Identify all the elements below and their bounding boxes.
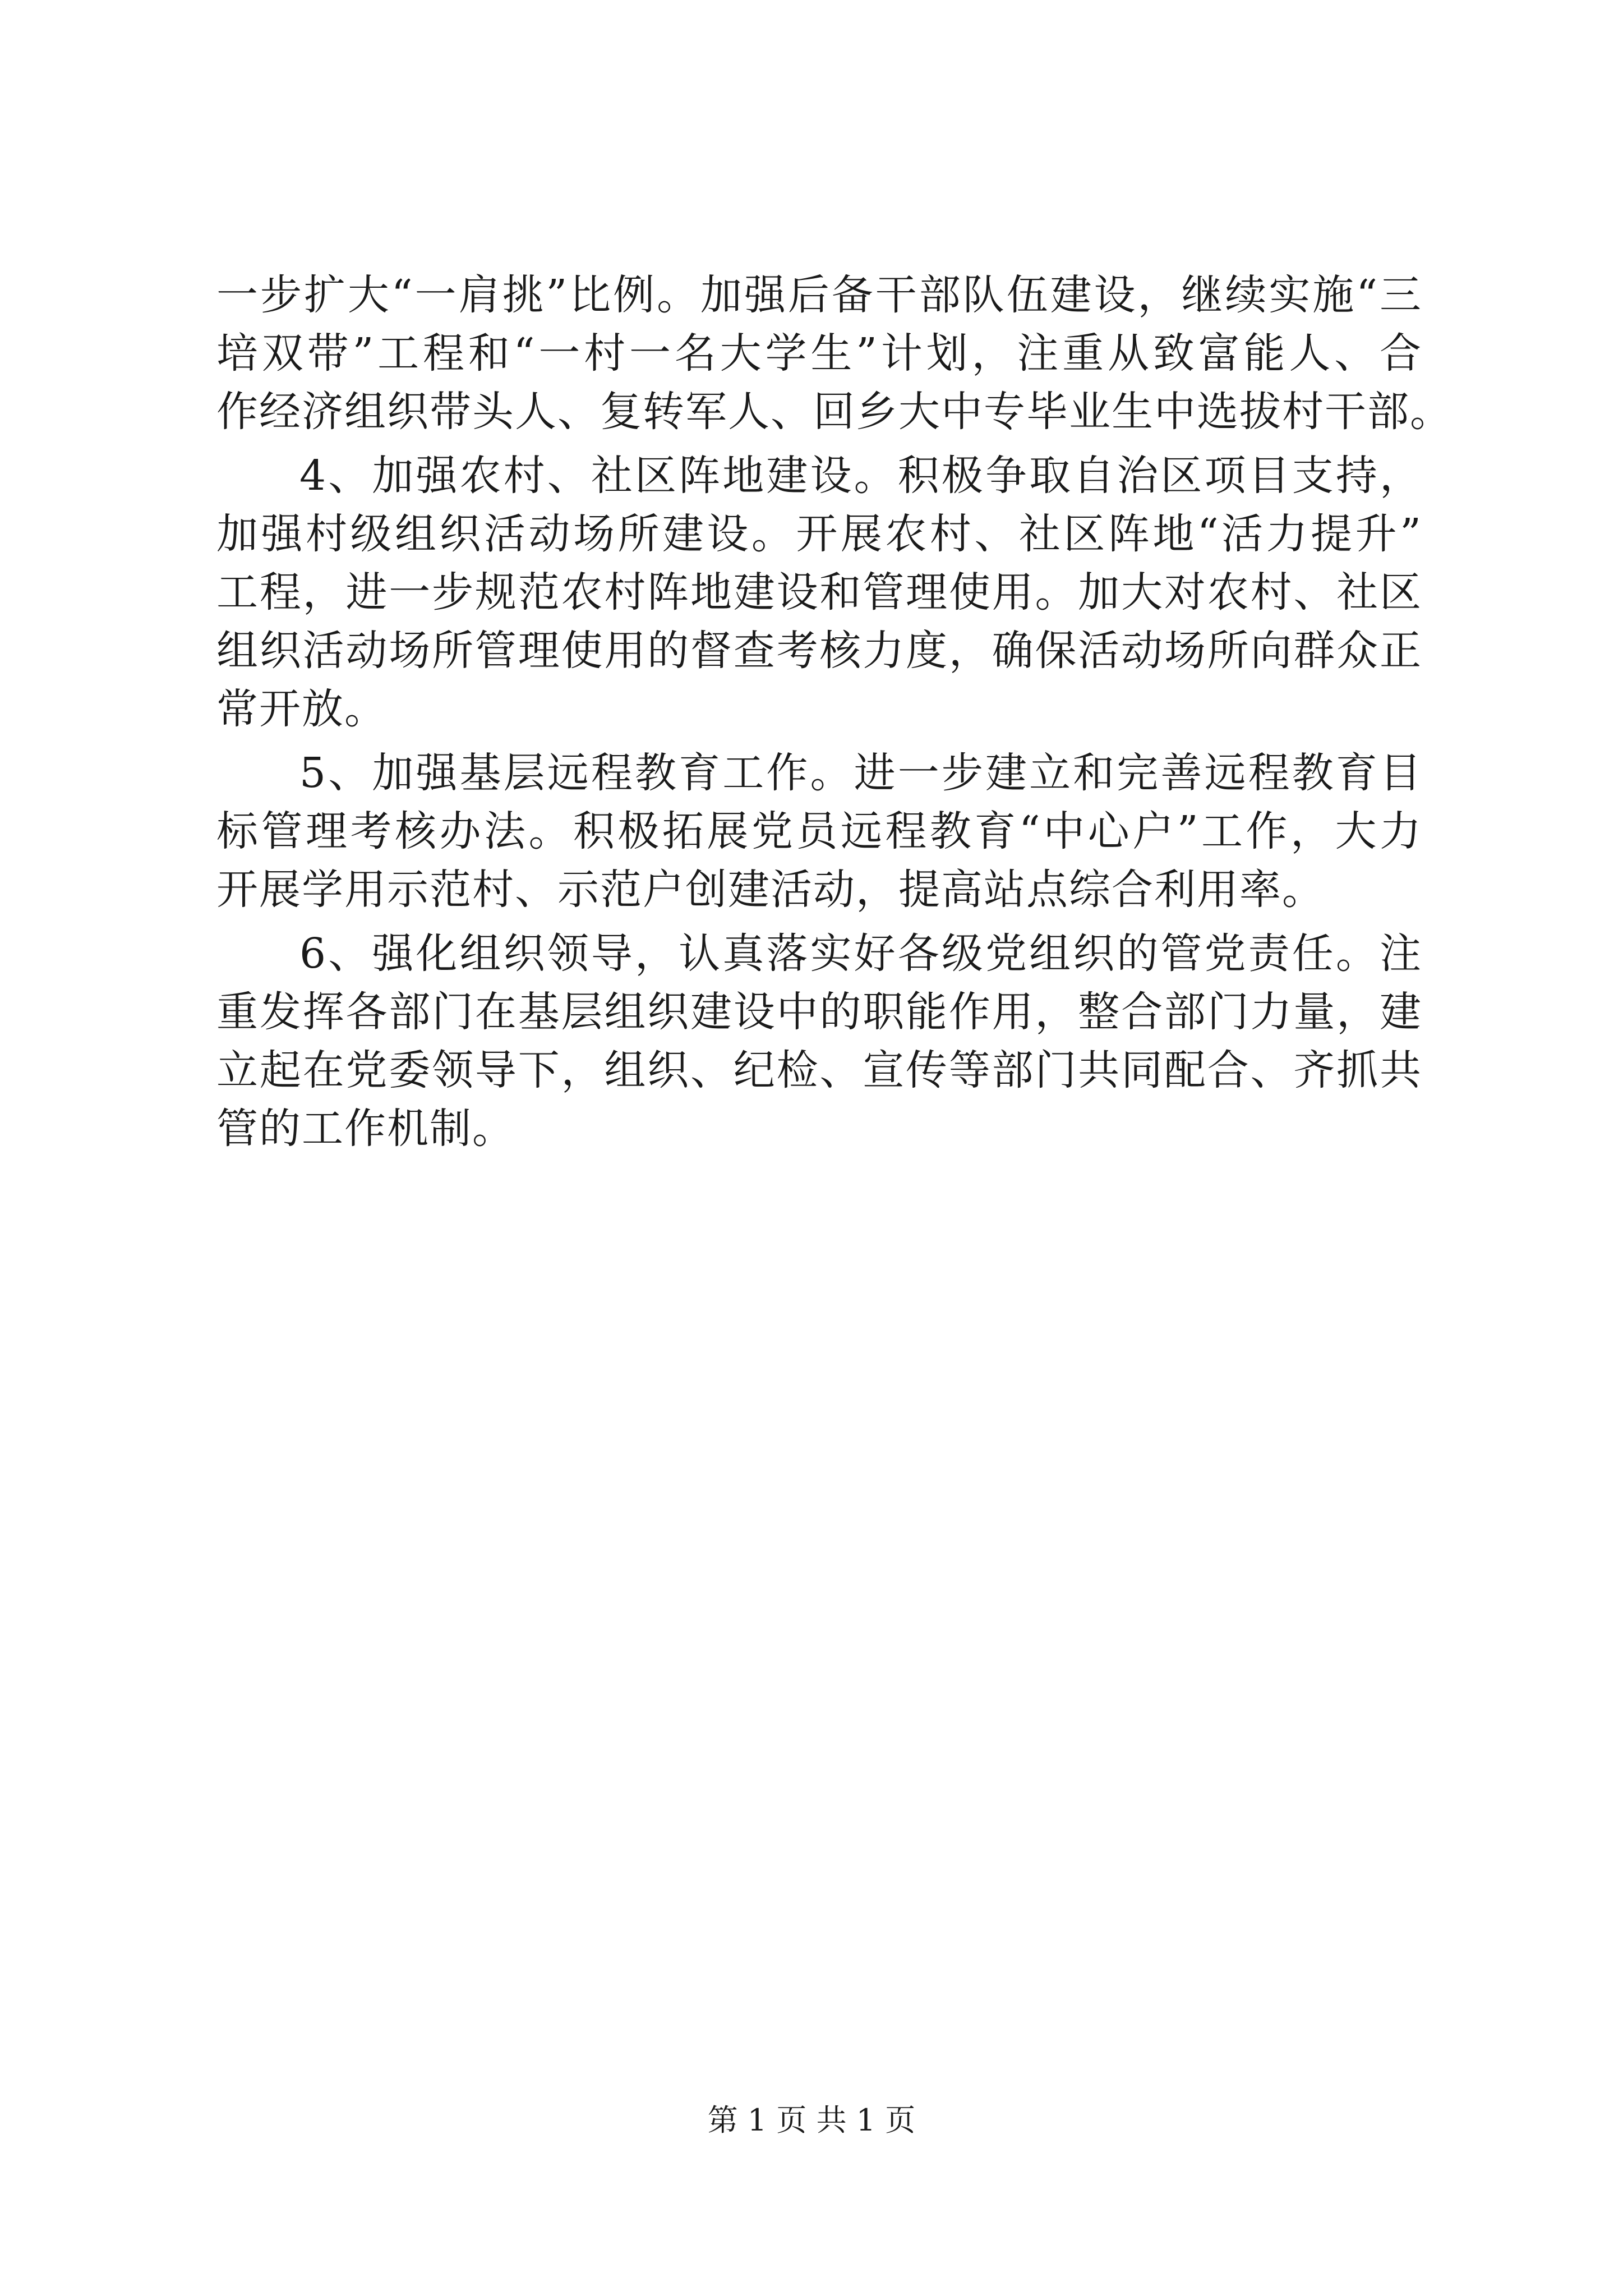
- paragraph-4: [216, 924, 1422, 1158]
- document-body: [216, 266, 1453, 1163]
- text-line: 一步扩大“一肩挑”比例。加强后备干部队伍建设，继续实施“三: [216, 271, 1422, 319]
- text-line: 4、加强农村、社区阵地建设。积极争取自治区项目支持，: [299, 452, 1422, 500]
- text-line: 5、加强基层远程教育工作。进一步建立和完善远程教育目: [299, 749, 1422, 797]
- text-line: 6、强化组织领导，认真落实好各级党组织的管党责任。注: [299, 930, 1422, 978]
- text-line: 开展学用示范村、示范户创建活动，提高站点综合利用率。: [216, 866, 1325, 914]
- text-line: 立起在党委领导下，组织、纪检、宣传等部门共同配合、齐抓共: [216, 1046, 1422, 1094]
- text-line: 组织活动场所管理使用的督查考核力度，确保活动场所向群众正: [216, 627, 1422, 675]
- text-line: 培双带”工程和“一村一名大学生”计划，注重从致富能人、合: [216, 329, 1422, 378]
- text-line: 作经济组织带头人、复转军人、回乡大中专毕业生中选拔村干部。: [216, 388, 1453, 436]
- paragraph-2: [216, 447, 1422, 738]
- paragraph-1: [216, 266, 1453, 441]
- text-line: 工程，进一步规范农村阵地建设和管理使用。加大对农村、社区: [216, 568, 1422, 616]
- page-footer: 第 1 页 共 1 页: [707, 2102, 916, 2138]
- text-line: 标管理考核办法。积极拓展党员远程教育“中心户”工作，大力: [216, 807, 1422, 855]
- paragraph-3: [216, 744, 1422, 919]
- text-line: 常开放。: [216, 685, 387, 733]
- text-line: 加强村级组织活动场所建设。开展农村、社区阵地“活力提升”: [216, 510, 1422, 558]
- text-line: 管的工作机制。: [216, 1105, 515, 1153]
- text-line: 重发挥各部门在基层组织建设中的职能作用，整合部门力量，建: [216, 988, 1422, 1036]
